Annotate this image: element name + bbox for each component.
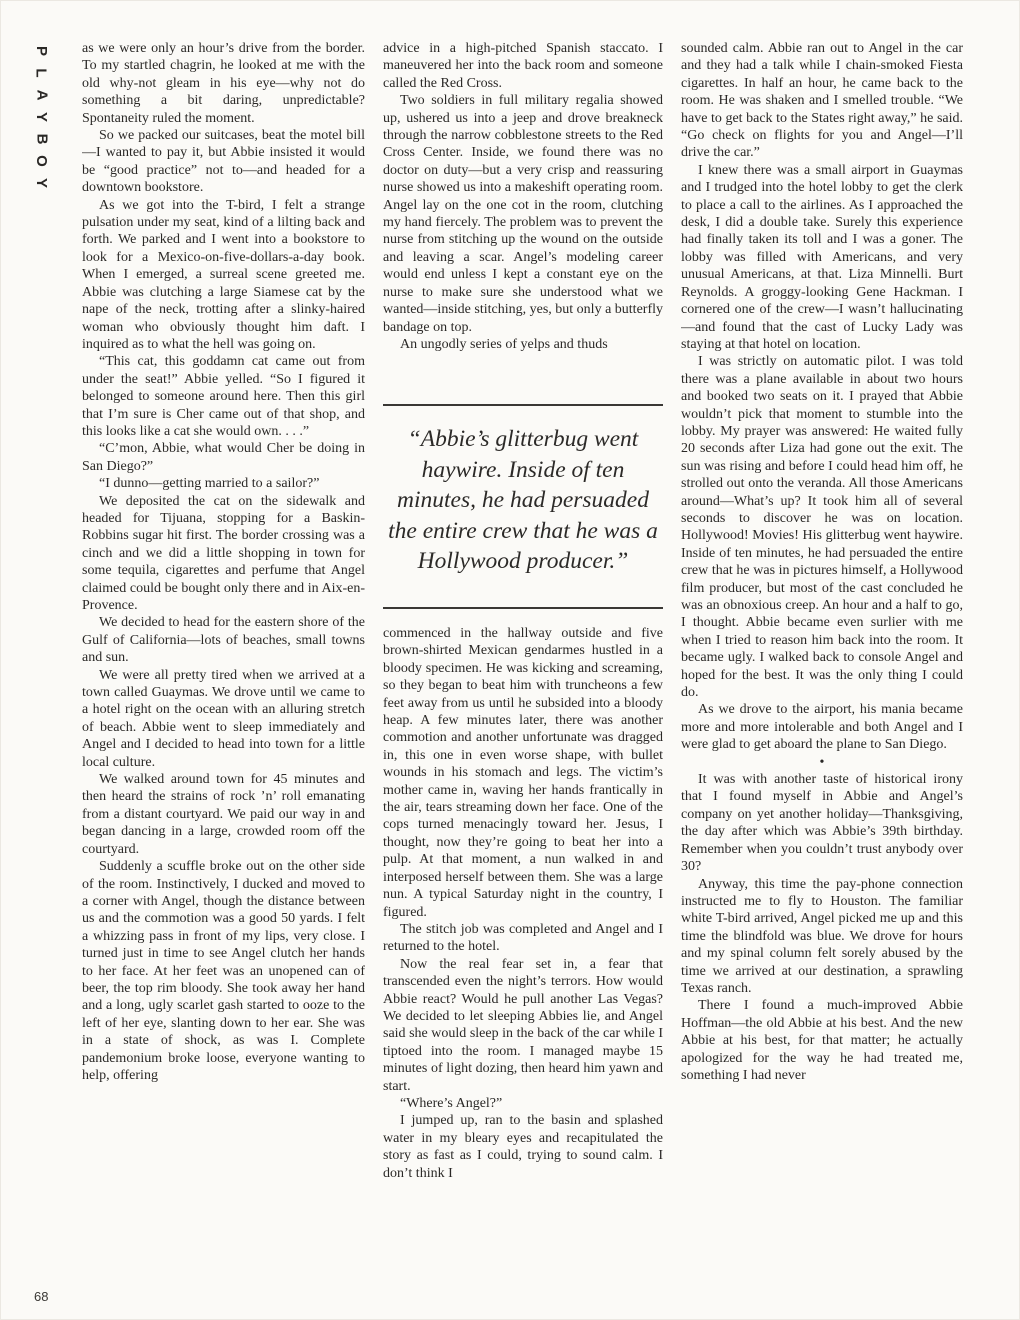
paragraph: We decided to head for the eastern shore of the Gulf of California—lots of beaches, small towns and sun. (82, 615, 365, 666)
magazine-letter-y: Y (32, 111, 50, 123)
paragraph: I jumped up, ran to the basin and splashed water in my bleary eyes and recapitulated the story as fast as I could, trying to sound calm. I don’t think I (383, 1113, 663, 1181)
magazine-letter-y2: Y (32, 177, 50, 189)
article-column-2-top (383, 40, 663, 395)
paragraph: It was with another taste of historical irony that I found myself in Abbie and Angel’s company on yet another holiday—Thanksgiving, the day after which was Abbie’s 39th birthday. Remember when you couldn’t trust anybody over 30? (681, 772, 963, 875)
magazine-letter-l: L (32, 68, 50, 78)
paragraph: As we got into the T-bird, I felt a strange pulsation under my seat, kind of a lilting back and forth. We parked and I went into a bookstore to look for a Mexico-on-five-dollars-a-day book. When I emerged, a surreal scene greeted me. Abbie was clutching a large Siamese cat by the nape of the neck, trotting after a slinky-haired woman who obviously thought him daft. I inquired as to what the hell was going on. (82, 197, 365, 352)
paragraph: We were all pretty tired when we arrived at a town called Guaymas. We drove until we came to a hotel right on the ocean with an alluring stretch of beach. Abbie went to sleep immediately and Angel and I decided to head into town for a little local culture. (82, 667, 365, 770)
paragraph: “I dunno—getting married to a sailor?” (99, 476, 320, 492)
paragraph: “This cat, this goddamn cat came out from under the seat!” Abbie yelled. “So I figured it belonged to someone around here. Then this girl that I’m sure is Cher came out of that shop, and this looks like a cat she would own. . . .” (82, 354, 365, 439)
page-number: 68 (34, 1289, 49, 1304)
paragraph: I was strictly on automatic pilot. I was told there was a plane available in about two hours and booked two seats on it. I prayed that Abbie wouldn’t pick that moment to stumble into the lobby. My prayer was answered: He waited fully 20 seconds after Liza had gone out the exit. The sun was rising and before I could head him off, he strolled out onto the veranda. All those Americans around—What’s up? It took him all of several seconds to discover he was on location. Hollywood! Movies! His glitterbug went haywire. Inside of ten minutes, he had persuaded the entire crew that he was in pictures himself, a Hollywood film producer, but most of the cast concluded he was an obnoxious creep. An hour and a half to go, I thought. Abbie became even surlier with me when I tried to reason him back into the room. It became ugly. I walked back to console Angel and hoped for the best. It was the only thing I could do. (681, 354, 963, 701)
paragraph: “Where’s Angel?” (400, 1095, 503, 1111)
paragraph: commenced in the hallway outside and five brown-shirted Mexican gendarmes hustled in a bloody specimen. He was kicking and screaming, so they began to beat him with truncheons a few feet away from us until he subsided into a bloody heap. A few minutes later, there was another commotion and another unfortunate was dragged in, this one in even worse shape, with bullet wounds in his stomach and legs. The victim’s mother came in, waving her hands frantically in the air, tears streaming down her face. One of the cops turned menacingly toward her. Jesus, I thought, now they’re going to beat her into a pulp. At that moment, a nun walked in and interposed herself between them. She was a large nun. A typical Saturday night in the country, I figured. (383, 626, 663, 920)
section-break-bullet: • (819, 754, 825, 770)
paragraph: As we drove to the airport, his mania became more and more intolerable and both Angel and I were glad to get aboard the plane to San Diego. (681, 702, 963, 753)
magazine-letter-o: O (32, 155, 50, 167)
paragraph: Two soldiers in full military regalia showed up, ushered us into a jeep and drove breakneck through the narrow cobblestone streets to the Red Cross Center. Inside, we found there was no doctor on duty—but a very crisp and reassuring nurse showed us into a makeshift operating room. Angel lay on the one cot in the room, clutching my hand fiercely. The problem was to prevent the nurse from stitching up the wound on the outside and leaving a scar. Angel’s modeling career would end unless I kept a constant eye on the nurse to make sure she understood what we wanted—inside stitching, yes, but only a butterfly bandage on top. (383, 93, 663, 335)
paragraph: sounded calm. Abbie ran out to Angel in the car and they had a talk while I chain-smoked Fiesta cigarettes. In half an hour, he came back to the room. He was shaken and I smelled trouble. “We have to get back to the States right away,” he said. “Go check on flights for you and Angel—I’ll drive the car.” (681, 41, 963, 161)
paragraph: advice in a high-pitched Spanish staccato. I maneuvered her into the back room and someone called the Red Cross. (383, 41, 663, 91)
paragraph: An ungodly series of yelps and thuds (400, 336, 608, 352)
paragraph: We deposited the cat on the sidewalk and headed for Tijuana, stopping for a Baskin-Robbins sugar hit first. The border crossing was a cinch and we did a little shopping in town for some tequila, cigarettes and perfume that Angel claimed could be bought only there and in Aix-en-Provence. (82, 493, 365, 613)
magazine-letter-a: A (33, 89, 50, 101)
article-column-3 (681, 40, 963, 1275)
paragraph: Suddenly a scuffle broke out on the other side of the room. Instinctively, I ducked and moved to a corner with Angel, though the distance between us and the commotion was a good 50 yards. I felt a whizzing pass in front of my lips, very close. I turned just in time to see Angel clutch her hands to her face. At her feet was an unopened can of beer, the top rim bloody. She took away her hand and a long, ugly scarlet gash started to ooze to the left of her eye, slanting down to her ear. She was in a state of shock, as was I. Complete pandemonium broke loose, everyone wanting to help, offering (82, 859, 365, 1083)
paragraph: The stitch job was completed and Angel and I returned to the hotel. (383, 921, 663, 955)
paragraph: I knew there was a small airport in Guaymas and I trudged into the hotel lobby to get the clerk to place a call to the airlines. As I approached the desk, I did a double take. Surely this experience had finally taken its toll and I was a goner. The lobby was filled with Americans, and very unusual Americans, at that. Liza Minnelli. Burt Reynolds. A groggy-looking Gene Hackman. I cornered one of the crew—I wasn’t hallucinating—and found that the cast of Lucky Lady was staying at that hotel on location. (681, 162, 963, 352)
magazine-letter-p: P (32, 45, 50, 57)
paragraph: Now the real fear set in, a fear that transcended even the night’s terrors. How would Abbie react? Would he pull another Las Vegas? We decided to let sleeping Abbies lie, and Angel said she would sleep in the back of the car while I tiptoed into the room. I managed maybe 15 minutes of light dozing, then heard him yawn and start. (383, 956, 663, 1094)
paragraph: We walked around town for 45 minutes and then heard the strains of rock ’n’ roll emanating from a distant courtyard. We paid our way in and began dancing in a large, crowded room off the courtyard. (82, 772, 365, 857)
article-column-2-bottom (383, 625, 663, 1275)
magazine-name (30, 40, 52, 194)
article-column-1 (82, 40, 365, 1275)
paragraph: So we packed our suitcases, beat the motel bill—I wanted to pay it, but Abbie insisted it would be “good practice” not to—and headed for a downtown bookstore. (82, 128, 365, 196)
paragraph: as we were only an hour’s drive from the border. To my startled chagrin, he looked at me with the old why-not gleam in his eye—why not do something a bit daring, unpredictable? Spontaneity ruled the moment. (82, 41, 365, 126)
paragraph: “C’mon, Abbie, what would Cher be doing in San Diego?” (82, 441, 365, 474)
magazine-letter-b: B (33, 133, 50, 145)
pull-quote: “Abbie’s glitterbug went haywire. Inside of ten minutes, he had persuaded the entire crew that he was a Hollywood producer.” (383, 404, 663, 609)
paragraph: There I found a much-improved Abbie Hoffman—the old Abbie at his best. And the new Abbie at his best, for that matter; he actually apologized for the way he had treated me, something I had never (681, 998, 963, 1083)
paragraph: Anyway, this time the pay-phone connection instructed me to fly to Houston. The familiar white T-bird arrived, Angel picked me up and this time the blindfold was blue. We drove for hours and my spinal column felt sorely abused by the time we arrived at our destination, a sprawling Texas ranch. (681, 876, 963, 996)
